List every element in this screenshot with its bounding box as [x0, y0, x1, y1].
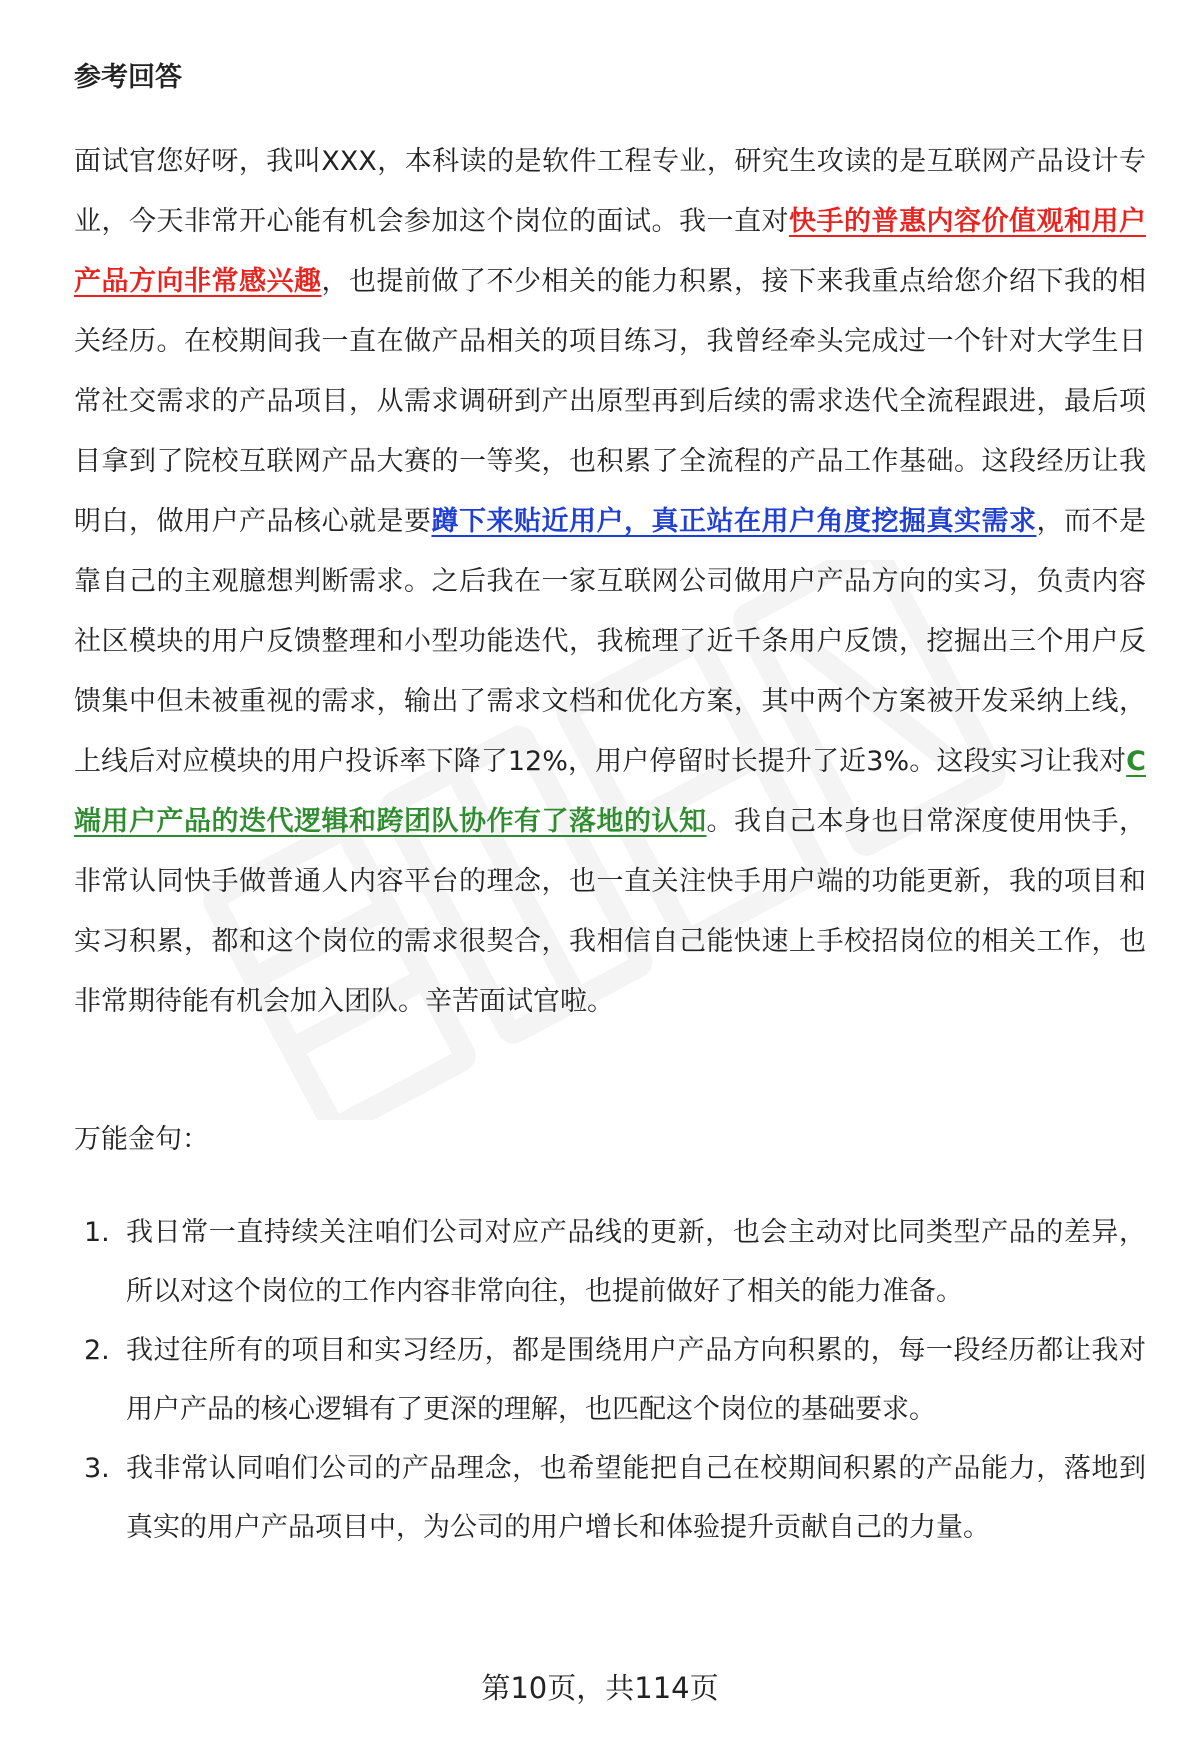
list-item-text: 我非常认同咱们公司的产品理念，也希望能把自己在校期间积累的产品能力，落地到真实的用户产品项目中，为公司的用户增长和体验提升贡献自己的力量。: [126, 1453, 1146, 1543]
list-item: [74, 1203, 1146, 1321]
answer-text-part-1: 面试官您好呀，我叫XXX，本科读的是软件工程专业，研究生攻读的是互联网产品设计专业，今天非常开心能有机会参加这个岗位的面试。我一直对: [74, 146, 1146, 237]
highlight-blue-phrase: 蹲下来贴近用户，真正站在用户角度挖掘真实需求: [431, 506, 1037, 537]
page-number-footer: 第10页，共114页: [481, 1671, 719, 1705]
section-heading: 参考回答: [74, 62, 182, 93]
golden-phrases-title: 万能金句：: [74, 1124, 209, 1155]
list-item-text: 我日常一直持续关注咱们公司对应产品线的更新，也会主动对比同类型产品的差异，所以对这个岗位的工作内容非常向往，也提前做好了相关的能力准备。: [126, 1217, 1146, 1307]
highlight-red-phrase: 快手的普惠内容价值观和用户产品方向非常感兴趣: [74, 206, 1146, 297]
answer-text-part-2: ，也提前做了不少相关的能力积累，接下来我重点给您介绍下我的相关经历。在校期间我一直在做产品相关的项目练习，我曾经牵头完成过一个针对大学生日常社交需求的产品项目，从需求调研到产出原型再到后续的需求迭代全流程跟进，最后项目拿到了院校互联网产品大赛的一等奖，也积累了全流程的产品工作基础。这段经历让我明白，做用户产品核心就是要: [74, 266, 1146, 537]
golden-phrases-list: [74, 1203, 1146, 1557]
list-item-number: 3.: [84, 1453, 110, 1484]
list-item-number: 1.: [84, 1217, 110, 1248]
answer-text-part-3: ，而不是靠自己的主观臆想判断需求。之后我在一家互联网公司做用户产品方向的实习，负责内容社区模块的用户反馈整理和小型功能迭代，我梳理了近千条用户反馈，挖掘出三个用户反馈集中但未被重视的需求，输出了需求文档和优化方案，其中两个方案被开发采纳上线，上线后对应模块的用户投诉率下降了12%，用户停留时长提升了近3%。这段实习让我对: [74, 506, 1146, 777]
list-item: [74, 1321, 1146, 1439]
highlight-green-phrase: C端用户产品的迭代逻辑和跨团队协作有了落地的认知: [74, 746, 1146, 837]
reference-answer-paragraph: [74, 132, 1146, 1032]
list-item: [74, 1439, 1146, 1557]
list-item-text: 我过往所有的项目和实习经历，都是围绕用户产品方向积累的，每一段经历都让我对用户产品的核心逻辑有了更深的理解，也匹配这个岗位的基础要求。: [126, 1335, 1146, 1425]
answer-text-part-4: 。我自己本身也日常深度使用快手，非常认同快手做普通人内容平台的理念，也一直关注快手用户端的功能更新，我的项目和实习积累，都和这个岗位的需求很契合，我相信自己能快速上手校招岗位的相关工作，也非常期待能有机会加入团队。辛苦面试官啦。: [74, 806, 1146, 1017]
list-item-number: 2.: [84, 1335, 110, 1366]
